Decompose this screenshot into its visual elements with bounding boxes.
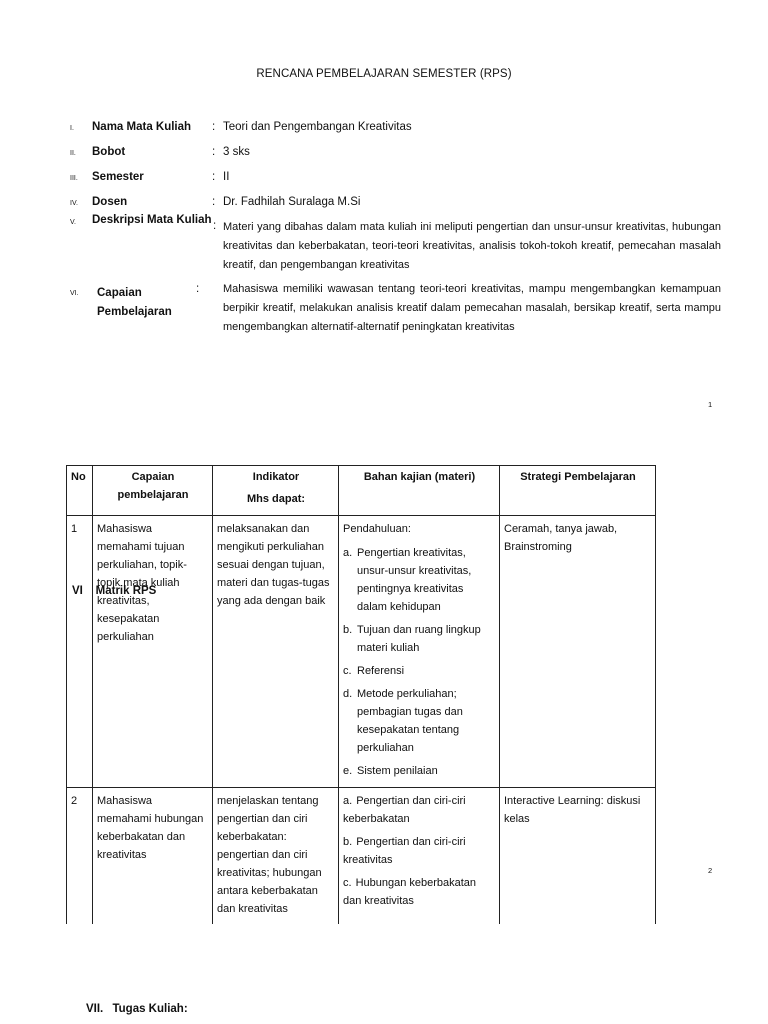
info-value-learning-outcomes: Mahasiswa memiliki wawasan tentang teori-teori kreativitas, mampu mengembangkan kemampuan berpikir kreatif, melakukan analisis kreatif dalam pemecahan masalah, bersikap kreatif, serta mampu mengembangkan alternatif-alternatif peningkatan kreativitas xyxy=(223,283,721,333)
info-number: III. xyxy=(70,175,78,182)
row-capaian: Mahasiswa memahami hubungan keberbakatan dan kreativitas xyxy=(93,788,213,925)
info-colon: : xyxy=(213,220,217,232)
row-bahan xyxy=(339,516,500,788)
list-text: Tujuan dan ruang lingkup materi kuliah xyxy=(357,624,481,654)
info-colon: : xyxy=(212,196,216,208)
list-text: Pengertian dan ciri-ciri kreativitas xyxy=(343,836,466,866)
list-marker: c. xyxy=(343,877,352,889)
list-item xyxy=(343,762,496,780)
info-colon: : xyxy=(212,171,216,183)
list-text: Pengertian kreativitas, unsur-unsur kreativitas, pentingnya kreativitas dalam kehidupan xyxy=(357,547,472,613)
row-strategi: Interactive Learning: diskusi kelas xyxy=(500,788,656,925)
document-title: RENCANA PEMBELAJARAN SEMESTER (RPS) xyxy=(256,68,512,80)
list-item xyxy=(343,792,496,828)
list-marker: a. xyxy=(343,795,353,807)
list-marker: e. xyxy=(343,765,353,777)
matrix-heading: VI Matrik RPS xyxy=(72,585,157,597)
header-bahan: Bahan kajian (materi) xyxy=(339,466,500,516)
info-label-lecturer: Dosen xyxy=(92,196,128,208)
row-indikator: melaksanakan dan mengikuti perkuliahan sesuai dengan tujuan, materi dan tugas-tugas yang ada dengan baik xyxy=(213,516,339,788)
info-value-weight: 3 sks xyxy=(223,146,250,158)
list-text: Hubungan keberbakatan dan kreativitas xyxy=(343,877,477,907)
info-number: V. xyxy=(70,219,76,226)
header-no: No xyxy=(67,466,93,516)
header-strategi: Strategi Pembelajaran xyxy=(500,466,656,516)
info-value-description: Materi yang dibahas dalam mata kuliah ini meliputi pengertian dan unsur-unsur kreativitas, hubungan kreativitas dan keberbakatan, teori-teori kreativitas, analisis tokoh-tokoh kreatif, pemecahan masalah kreatif, dan pengembangan kreativitas xyxy=(223,221,721,271)
bahan-list xyxy=(343,792,496,910)
list-text: Referensi xyxy=(357,665,405,677)
info-label-semester: Semester xyxy=(92,171,144,183)
header-capaian: Capaian pembelajaran xyxy=(93,466,213,516)
header-indikator-label: Indikator xyxy=(252,471,300,483)
bahan-intro: Pendahuluan: xyxy=(343,523,411,535)
table-header-row xyxy=(67,466,656,516)
info-number: I. xyxy=(70,125,74,132)
info-colon: : xyxy=(212,121,216,133)
footer-label: Tugas Kuliah: xyxy=(112,1003,188,1015)
info-label-course-name: Nama Mata Kuliah xyxy=(92,121,192,133)
list-item xyxy=(343,685,496,757)
row-bahan xyxy=(339,788,500,925)
info-colon: : xyxy=(212,146,216,158)
table-row xyxy=(67,516,656,788)
list-marker: c. xyxy=(343,665,352,677)
list-item xyxy=(343,662,496,680)
info-number: VI. xyxy=(70,290,79,297)
row-strategi: Ceramah, tanya jawab, Brainstroming xyxy=(500,516,656,788)
info-value-lecturer: Dr. Fadhilah Suralaga M.Si xyxy=(223,196,361,208)
row-number: 1 xyxy=(67,516,93,788)
info-value-course-name: Teori dan Pengembangan Kreativitas xyxy=(223,121,412,133)
list-text: Metode perkuliahan; pembagian tugas dan kesepakatan tentang perkuliahan xyxy=(357,688,463,754)
assignments-heading xyxy=(86,1003,188,1015)
page-number: 2 xyxy=(708,866,713,875)
page-number: 1 xyxy=(708,400,713,409)
list-item xyxy=(343,874,496,910)
header-indikator xyxy=(213,466,339,516)
info-label-description: Deskripsi Mata Kuliah xyxy=(92,214,212,226)
list-text: Sistem penilaian xyxy=(357,765,438,777)
row-indikator: menjelaskan tentang pengertian dan ciri keberbakatan: pengertian dan ciri kreativitas; hubungan antara keberbakatan dan kreativitas xyxy=(213,788,339,925)
list-marker: b. xyxy=(343,624,353,636)
info-colon: : xyxy=(196,283,200,295)
row-number: 2 xyxy=(67,788,93,925)
info-number: II. xyxy=(70,150,76,157)
list-item xyxy=(343,544,496,616)
table-row xyxy=(67,788,656,925)
info-label-learning-outcomes: Capaian Pembelajaran xyxy=(97,287,172,318)
info-number: IV. xyxy=(70,200,78,207)
info-label-weight: Bobot xyxy=(92,146,126,158)
rps-matrix-table xyxy=(66,465,656,924)
list-marker: a. xyxy=(343,547,353,559)
list-marker: b. xyxy=(343,836,353,848)
bahan-list xyxy=(343,544,496,780)
list-marker: d. xyxy=(343,688,353,700)
info-value-semester: II xyxy=(223,171,230,183)
list-text: Pengertian dan ciri-ciri keberbakatan xyxy=(343,795,466,825)
footer-number: VII. xyxy=(86,1003,104,1015)
row-capaian: Mahasiswa memahami tujuan perkuliahan, topik-topik mata kuliah kreativitas, kesepakatan perkuliahan xyxy=(93,516,213,788)
header-indikator-sub: Mhs dapat: xyxy=(246,493,306,505)
list-item xyxy=(343,621,496,657)
list-item xyxy=(343,833,496,869)
